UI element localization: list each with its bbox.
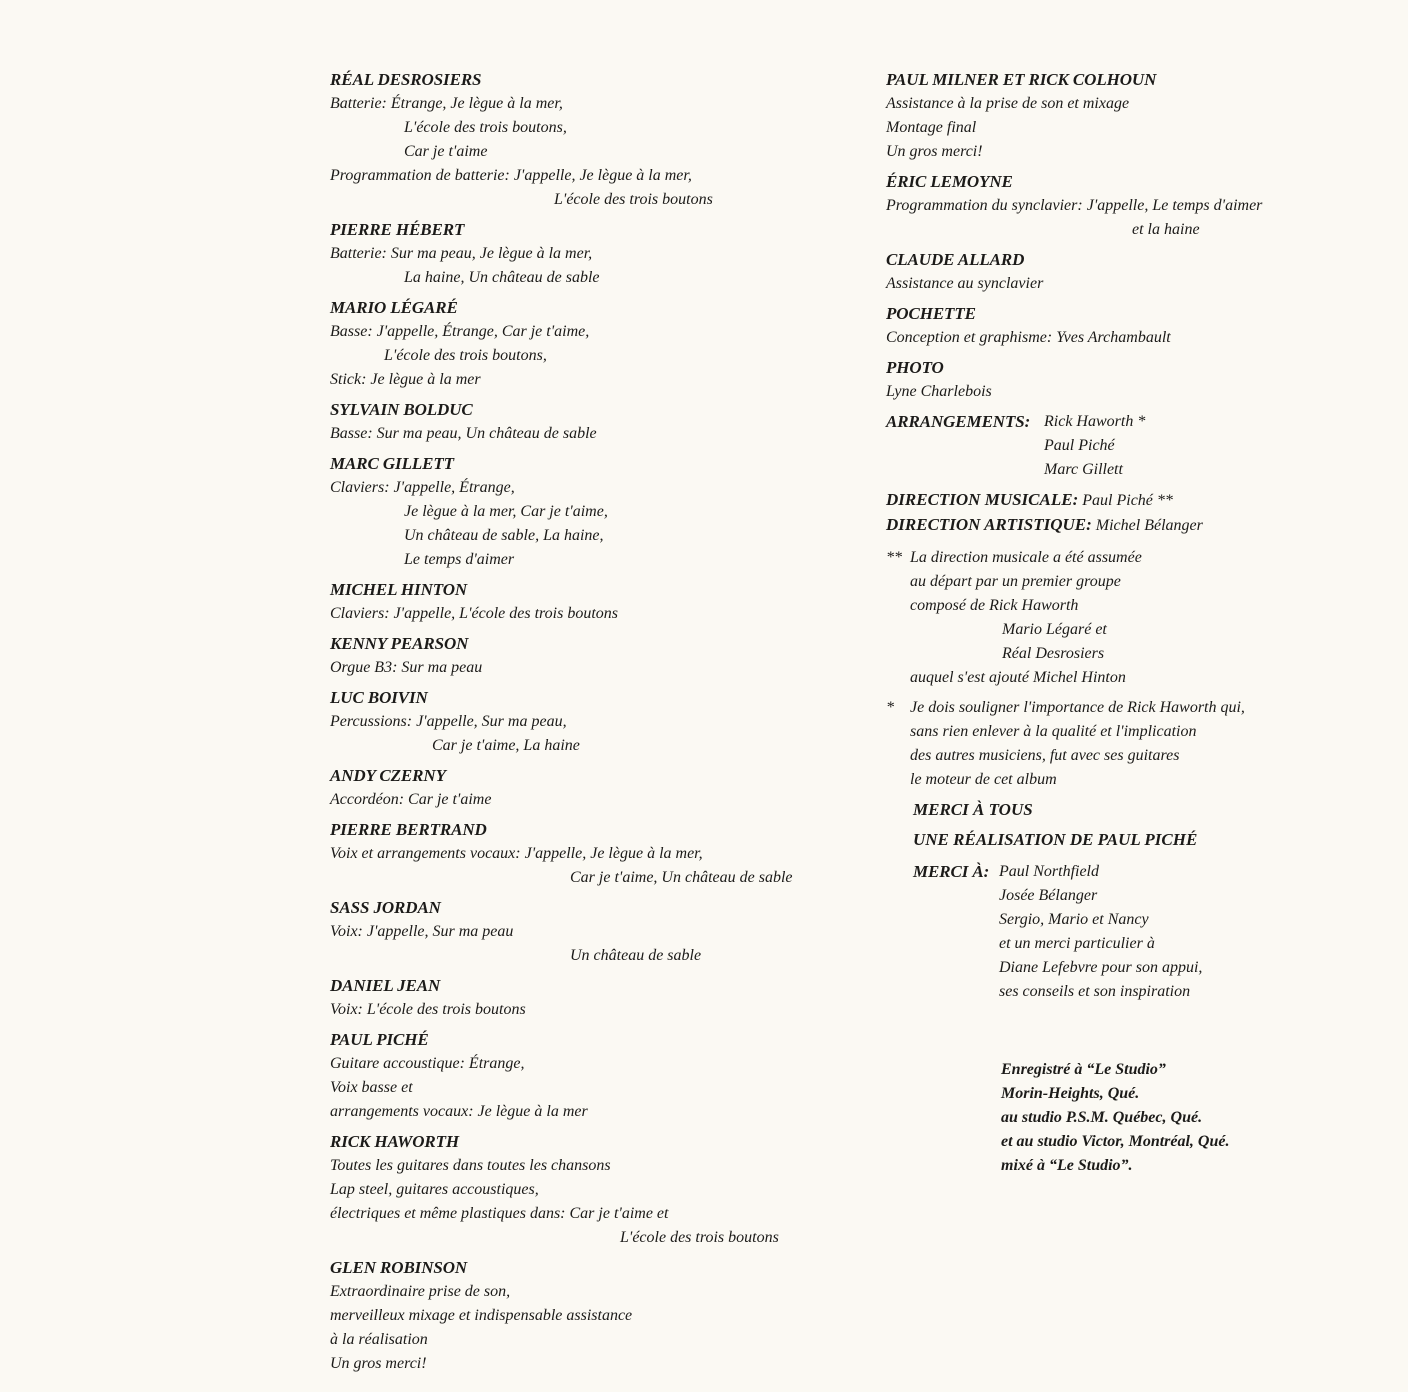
merci-name: Josée Bélanger (999, 887, 1098, 904)
footnote-line (886, 570, 1396, 594)
left-credits-column (330, 68, 870, 1382)
credit-line: Car je t'aime, La haine (432, 737, 580, 754)
credit-name: PAUL PICHÉ (330, 1030, 429, 1049)
credit-line: L'école des trois boutons (620, 1229, 779, 1246)
credit-line: Extraordinaire prise de son, (330, 1283, 511, 1300)
credit-line: Voix: J'appelle, Sur ma peau (330, 923, 514, 940)
credit-entry (330, 896, 870, 968)
footnotes (886, 546, 1396, 792)
direction-artistique-value: Michel Bélanger (1095, 517, 1203, 534)
merci-name: et un merci particulier à (999, 935, 1155, 952)
credit-entry (886, 68, 1396, 164)
credit-entry (886, 302, 1396, 350)
credit-line: électriques et même plastiques dans: Car je t'aime et (330, 1205, 669, 1222)
footnote-line (886, 696, 1396, 720)
merci-a-names (999, 860, 1202, 1004)
direction-block (886, 488, 1396, 538)
credit-entry (330, 218, 870, 290)
credit-line: Un château de sable (570, 947, 702, 964)
credit-entry (330, 1028, 870, 1124)
credit-name: CLAUDE ALLARD (886, 250, 1025, 269)
footnote-line (886, 594, 1396, 618)
credit-line: Conception et graphisme: Yves Archambault (886, 329, 1171, 346)
recording-line: Enregistré à “Le Studio” (1001, 1061, 1166, 1078)
credit-name: MARC GILLETT (330, 454, 454, 473)
arrangements-name: Rick Haworth * (1044, 413, 1146, 430)
merci-a-label: MERCI À: (913, 862, 990, 881)
footnote-line (886, 744, 1396, 768)
credit-line: arrangements vocaux: Je lègue à la mer (330, 1103, 588, 1120)
credit-entry (886, 170, 1396, 242)
credit-line: Percussions: J'appelle, Sur ma peau, (330, 713, 567, 730)
credit-entry (330, 764, 870, 812)
footnote-line (886, 666, 1396, 690)
credit-line: Guitare accoustique: Étrange, (330, 1055, 525, 1072)
credit-line: Voix: L'école des trois boutons (330, 1001, 526, 1018)
credit-entry (330, 578, 870, 626)
footnote-marker: * (886, 699, 894, 716)
credit-line: Je lègue à la mer, Car je t'aime, (404, 503, 608, 520)
credit-name: SYLVAIN BOLDUC (330, 400, 473, 419)
credit-line: L'école des trois boutons (554, 191, 713, 208)
credit-name: LUC BOIVIN (330, 688, 428, 707)
footnote-text: composé de Rick Haworth (910, 597, 1079, 614)
recording-line: mixé à “Le Studio”. (1001, 1157, 1133, 1174)
credit-name: PAUL MILNER ET RICK COLHOUN (886, 70, 1157, 89)
footnote-text: sans rien enlever à la qualité et l'implication (910, 723, 1197, 740)
credit-name: GLEN ROBINSON (330, 1258, 468, 1277)
credit-line: Basse: J'appelle, Étrange, Car je t'aime, (330, 323, 590, 340)
credit-line: Car je t'aime (404, 143, 488, 160)
direction-artistique (886, 513, 1396, 538)
credit-line: Assistance à la prise de son et mixage (886, 95, 1130, 112)
credit-name: PIERRE HÉBERT (330, 220, 465, 239)
credit-entry (886, 356, 1396, 404)
footnote-line (886, 642, 1396, 666)
arrangements-label: ARRANGEMENTS: (886, 412, 1031, 431)
credit-line: Basse: Sur ma peau, Un château de sable (330, 425, 597, 442)
credit-line: Le temps d'aimer (404, 551, 515, 568)
credit-line: Programmation de batterie: J'appelle, Je lègue à la mer, (330, 167, 692, 184)
credit-line: Toutes les guitares dans toutes les chansons (330, 1157, 611, 1174)
footnote-text: le moteur de cet album (910, 771, 1057, 788)
merci-a-tous: MERCI À TOUS (913, 800, 1033, 819)
credit-line: à la réalisation (330, 1331, 428, 1348)
merci-name: ses conseils et son inspiration (999, 983, 1191, 1000)
credit-line: Stick: Je lègue à la mer (330, 371, 481, 388)
merci-name: Sergio, Mario et Nancy (999, 911, 1149, 928)
footnote-line (886, 618, 1396, 642)
direction-musicale-value: Paul Piché ** (1082, 492, 1173, 509)
credit-line: Batterie: Étrange, Je lègue à la mer, (330, 95, 563, 112)
arrangements-block (886, 410, 1396, 482)
credit-line: Claviers: J'appelle, Étrange, (330, 479, 515, 496)
footnote (886, 546, 1396, 690)
credit-line: Voix et arrangements vocaux: J'appelle, Je lègue à la mer, (330, 845, 703, 862)
credit-entry (330, 686, 870, 758)
credit-line: Orgue B3: Sur ma peau (330, 659, 483, 676)
credit-line: Assistance au synclavier (886, 275, 1044, 292)
footnote-text: Réal Desrosiers (1002, 645, 1105, 662)
credit-name: RÉAL DESROSIERS (330, 70, 482, 89)
direction-musicale-label: DIRECTION MUSICALE: (886, 490, 1079, 509)
credit-line: Programmation du synclavier: J'appelle, Le temps d'aimer (886, 197, 1263, 214)
credit-line: L'école des trois boutons, (404, 119, 567, 136)
footnote-line (886, 720, 1396, 744)
footnote-marker: ** (886, 549, 902, 566)
credit-line: Un gros merci! (886, 143, 983, 160)
credit-name: MICHEL HINTON (330, 580, 468, 599)
footnote-text: Mario Légaré et (1002, 621, 1107, 638)
credit-name: POCHETTE (886, 304, 976, 323)
recording-line: Morin-Heights, Qué. (1001, 1085, 1140, 1102)
credit-line: merveilleux mixage et indispensable assistance (330, 1307, 633, 1324)
realisation-credit: UNE RÉALISATION DE PAUL PICHÉ (913, 830, 1198, 849)
merci-name: Diane Lefebvre pour son appui, (999, 959, 1203, 976)
credit-line: Un château de sable, La haine, (404, 527, 604, 544)
direction-musicale (886, 488, 1396, 513)
credit-entry (330, 296, 870, 392)
credit-entry (330, 632, 870, 680)
credit-name: RICK HAWORTH (330, 1132, 460, 1151)
credit-name: ANDY CZERNY (330, 766, 446, 785)
credit-name: KENNY PEARSON (330, 634, 469, 653)
credit-line: et la haine (1132, 221, 1200, 238)
footnote-text: des autres musiciens, fut avec ses guitares (910, 747, 1180, 764)
recording-line: au studio P.S.M. Québec, Qué. (1001, 1109, 1203, 1126)
credit-line: Voix basse et (330, 1079, 413, 1096)
arrangements-name: Paul Piché (1044, 437, 1115, 454)
footnote-text: Je dois souligner l'importance de Rick Haworth qui, (910, 699, 1245, 716)
footnote-text: auquel s'est ajouté Michel Hinton (910, 669, 1126, 686)
arrangements-name: Marc Gillett (1044, 461, 1123, 478)
credit-name: ÉRIC LEMOYNE (886, 172, 1013, 191)
credit-line: Lyne Charlebois (886, 383, 992, 400)
credit-entry (330, 818, 870, 890)
footnote-text: La direction musicale a été assumée (910, 549, 1142, 566)
merci-name: Paul Northfield (999, 863, 1099, 880)
credit-line: La haine, Un château de sable (404, 269, 600, 286)
right-credit-entries (886, 68, 1396, 404)
credit-line: Montage final (886, 119, 977, 136)
credit-line: Un gros merci! (330, 1355, 427, 1372)
credit-name: PIERRE BERTRAND (330, 820, 487, 839)
credit-line: Batterie: Sur ma peau, Je lègue à la mer, (330, 245, 593, 262)
credit-entry (330, 398, 870, 446)
credit-entry (330, 452, 870, 572)
recording-line: et au studio Victor, Montréal, Qué. (1001, 1133, 1230, 1150)
direction-artistique-label: DIRECTION ARTISTIQUE: (886, 515, 1092, 534)
credit-name: DANIEL JEAN (330, 976, 441, 995)
credit-line: Claviers: J'appelle, L'école des trois boutons (330, 605, 618, 622)
credit-entry (330, 974, 870, 1022)
credit-name: PHOTO (886, 358, 944, 377)
footnote (886, 696, 1396, 792)
credit-entry (886, 248, 1396, 296)
credit-entry (330, 1256, 870, 1376)
recording-info (913, 1058, 1396, 1178)
credit-line: Lap steel, guitares accoustiques, (330, 1181, 539, 1198)
credit-entry (330, 1130, 870, 1250)
credit-line: L'école des trois boutons, (384, 347, 547, 364)
merci-a-block (913, 860, 1396, 1004)
credit-name: MARIO LÉGARÉ (330, 298, 458, 317)
right-credits-column (886, 68, 1396, 1178)
credit-line: Car je t'aime, Un château de sable (570, 869, 793, 886)
footnote-text: au départ par un premier groupe (910, 573, 1121, 590)
footnote-line (886, 768, 1396, 792)
credit-line: Accordéon: Car je t'aime (330, 791, 492, 808)
credit-entry (330, 68, 870, 212)
footnote-line (886, 546, 1396, 570)
credit-name: SASS JORDAN (330, 898, 441, 917)
